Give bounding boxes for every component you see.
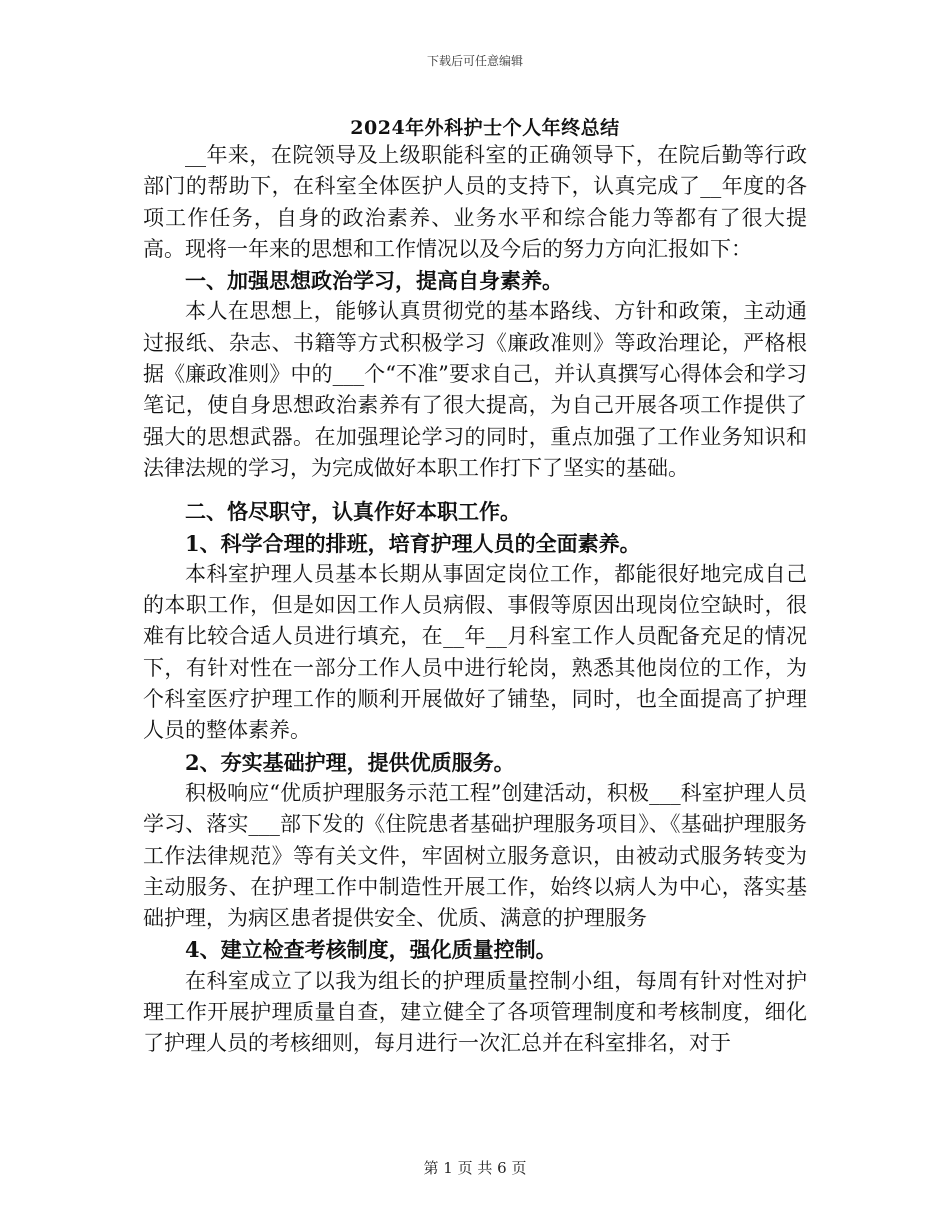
subsection-heading-2: 2、夯实基础护理，提供优质服务。	[185, 749, 515, 775]
subsection-heading-4: 4、建立检查考核制度，强化质量控制。	[185, 937, 557, 963]
page-header-note: 下载后可任意编辑	[426, 54, 523, 68]
subsection-2-paragraph: 积极响应“优质护理服务示范工程”创建活动，积极___科室护理人员学习、落实___部下发的《住院患者基础护理服务项目》、《基础护理服务工作法律规范》等有关文件，牢固树立服务意识，由被动式服务转变为主动服务、在护理工作中制造性开展工作，始终以病人为中心，落实基础护理，为病区患者提供安全、优质、满意的护理服务	[143, 780, 807, 931]
page-footer-number: 第 1 页 共 6 页	[423, 1159, 527, 1177]
subsection-heading-1: 1、科学合理的排班，培育护理人员的全面素养。	[185, 530, 641, 556]
section-heading-1: 一、加强思想政治学习，提高自身素养。	[185, 268, 563, 294]
document-title: 2024年外科护士个人年终总结	[350, 117, 620, 139]
intro-paragraph: __年来，在院领导及上级职能科室的正确领导下，在院后勤等行政部门的帮助下，在科室全体医护人员的支持下，认真完成了__年度的各项工作任务，自身的政治素养、业务水平和综合能力等都有了很大提高。现将一年来的思想和工作情况以及今后的努力方向汇报如下：	[143, 143, 807, 261]
document-body	[143, 140, 807, 1060]
subsection-4-paragraph: 在科室成立了以我为组长的护理质量控制小组，每周有针对性对护理工作开展护理质量自查，建立健全了各项管理制度和考核制度，细化了护理人员的考核细则，每月进行一次汇总并在科室排名，对于	[143, 968, 807, 1056]
subsection-1-paragraph: 本科室护理人员基本长期从事固定岗位工作，都能很好地完成自己的本职工作，但是如因工作人员病假、事假等原因出现岗位空缺时，很难有比较合适人员进行填充，在__年__月科室工作人员配备充足的情况下，有针对性在一部分工作人员中进行轮岗，熟悉其他岗位的工作，为个科室医疗护理工作的顺利开展做好了铺垫，同时，也全面提高了护理人员的整体素养。	[143, 561, 807, 743]
section-1-paragraph: 本人在思想上，能够认真贯彻党的基本路线、方针和政策，主动通过报纸、杂志、书籍等方式积极学习《廉政准则》等政治理论，严格根据《廉政准则》中的___个“不准”要求自己，并认真撰写心得体会和学习笔记，使自身思想政治素养有了很大提高，为自己开展各项工作提供了强大的思想武器。在加强理论学习的同时，重点加强了工作业务知识和法律法规的学习，为完成做好本职工作打下了坚实的基础。	[143, 299, 807, 480]
section-heading-2: 二、恪尽职守，认真作好本职工作。	[185, 499, 521, 525]
